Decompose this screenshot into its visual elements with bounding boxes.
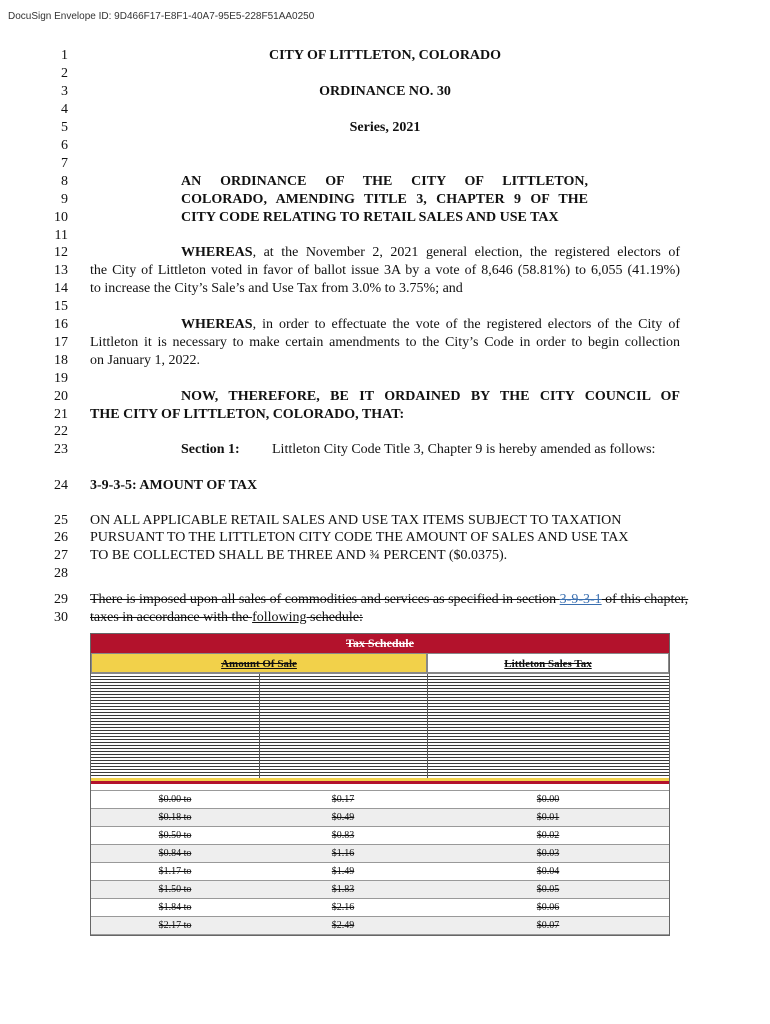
line-number: 25 — [54, 513, 68, 528]
line-number: 17 — [54, 335, 68, 350]
line-number: 26 — [54, 530, 68, 545]
repealed-text-line — [90, 592, 689, 608]
ordained-clause-line: NOW, THEREFORE, BE IT ORDAINED BY THE CITY COUNCIL OF — [181, 389, 680, 404]
line-number: 16 — [54, 317, 68, 332]
repealed-text: schedule: — [306, 610, 363, 625]
line-number: 23 — [54, 442, 68, 457]
whereas-paragraph-line: on January 1, 2022. — [90, 353, 201, 368]
repealed-text: There is imposed upon all sales of commodities and services as specified in section — [90, 592, 560, 607]
line-number: 10 — [54, 210, 68, 225]
line-number: 9 — [61, 192, 68, 207]
line-number: 24 — [54, 478, 68, 493]
section-link[interactable]: 3-9-3-1 — [559, 592, 602, 607]
tax-amount-cell: $0.06 — [536, 902, 560, 913]
line-number: 29 — [54, 592, 68, 607]
table-row — [91, 827, 669, 845]
line-number: 19 — [54, 371, 68, 386]
tax-amount-cell: $0.04 — [536, 866, 560, 877]
line-number: 21 — [54, 407, 68, 422]
sales-tax-header: Littleton Sales Tax — [427, 653, 669, 673]
line-number: 1 — [61, 48, 68, 63]
range-end-cell: $1.83 — [331, 884, 355, 895]
whereas-paragraph-line — [181, 245, 680, 261]
ordinance-title-line: COLORADO, AMENDING TITLE 3, CHAPTER 9 OF THE — [181, 192, 588, 207]
range-start-cell: $0.18 to — [158, 812, 192, 823]
line-number: 20 — [54, 389, 68, 404]
range-start-cell: $1.17 to — [158, 866, 192, 877]
whereas-label: WHEREAS — [181, 245, 253, 260]
tax-amount-cell: $0.03 — [536, 848, 560, 859]
whereas-paragraph-line — [181, 317, 680, 333]
line-number: 28 — [54, 566, 68, 581]
table-row — [91, 863, 669, 881]
line-number: 6 — [61, 138, 68, 153]
tax-schedule-header-row — [91, 653, 669, 673]
ordained-clause-line: THE CITY OF LITTLETON, COLORADO, THAT: — [90, 407, 405, 422]
tax-amount-cell: $0.00 — [536, 794, 560, 805]
separator-gap — [91, 784, 669, 791]
repealed-text-line — [90, 610, 363, 626]
line-number: 18 — [54, 353, 68, 368]
collapsed-rows-region — [91, 673, 669, 778]
repealed-text: taxes in accordance with the — [90, 610, 253, 625]
line-number: 2 — [61, 66, 68, 81]
range-start-cell: $2.17 to — [158, 920, 192, 931]
line-number: 22 — [54, 424, 68, 439]
whereas-text: , in order to effectuate the vote of the registered electors of the City of — [252, 317, 680, 332]
line-number: 13 — [54, 263, 68, 278]
tax-schedule-title: Tax Schedule — [91, 634, 669, 653]
range-end-cell: $1.49 — [331, 866, 355, 877]
tax-amount-cell: $0.07 — [536, 920, 560, 931]
envelope-id: DocuSign Envelope ID: 9D466F17-E8F1-40A7-95E5-228F51AA0250 — [8, 11, 315, 22]
ordinance-number: ORDINANCE NO. 30 — [319, 84, 451, 99]
range-end-cell: $1.16 — [331, 848, 355, 859]
table-row — [91, 881, 669, 899]
whereas-text: , at the November 2, 2021 general election, the registered electors of — [252, 245, 680, 260]
city-heading: CITY OF LITTLETON, COLORADO — [268, 48, 502, 63]
schedule-rows — [91, 791, 669, 935]
range-start-cell: $1.84 to — [158, 902, 192, 913]
repealed-text: of this chapter, — [601, 592, 689, 607]
row-stripes — [91, 674, 669, 778]
table-row — [91, 845, 669, 863]
table-row — [91, 791, 669, 809]
tax-amount-cell: $0.01 — [536, 812, 560, 823]
tax-amount-cell: $0.05 — [536, 884, 560, 895]
range-end-cell: $2.49 — [331, 920, 355, 931]
line-number: 5 — [61, 120, 68, 135]
range-end-cell: $0.17 — [331, 794, 355, 805]
tax-rate-paragraph-line: PURSUANT TO THE LITTLETON CITY CODE THE AMOUNT OF SALES AND USE TAX — [90, 530, 629, 545]
section-text: Littleton City Code Title 3, Chapter 9 is hereby amended as follows: — [272, 442, 656, 457]
table-row — [91, 809, 669, 827]
repealed-text-underlined: following — [252, 610, 307, 625]
range-end-cell: $0.83 — [331, 830, 355, 841]
ordinance-title-line: AN ORDINANCE OF THE CITY OF LITTLETON, — [181, 174, 588, 189]
range-end-cell: $2.16 — [331, 902, 355, 913]
line-number: 14 — [54, 281, 68, 296]
series-year: Series, 2021 — [349, 120, 421, 135]
tax-schedule-table — [90, 633, 670, 936]
line-number: 3 — [61, 84, 68, 99]
whereas-paragraph-line: Littleton it is necessary to make certain amendments to the City’s Code in order to begin collection — [90, 335, 680, 350]
line-number: 27 — [54, 548, 68, 563]
code-section-heading: 3-9-3-5: AMOUNT OF TAX — [90, 478, 258, 493]
line-number: 15 — [54, 299, 68, 314]
line-number: 7 — [61, 156, 68, 171]
tax-amount-cell: $0.02 — [536, 830, 560, 841]
section-label: Section 1: — [181, 442, 240, 457]
range-start-cell: $0.50 to — [158, 830, 192, 841]
range-start-cell: $1.50 to — [158, 884, 192, 895]
line-number: 11 — [54, 228, 68, 243]
whereas-paragraph-line: the City of Littleton voted in favor of ballot issue 3A by a vote of 8,646 (58.81%) to 6,055 (41.19%) — [90, 263, 680, 278]
range-end-cell: $0.49 — [331, 812, 355, 823]
whereas-paragraph-line: to increase the City’s Sale’s and Use Tax from 3.0% to 3.75%; and — [90, 281, 463, 296]
range-start-cell: $0.00 to — [158, 794, 192, 805]
line-number: 30 — [54, 610, 68, 625]
column-divider — [259, 674, 260, 778]
table-row — [91, 917, 669, 935]
tax-rate-paragraph-line: TO BE COLLECTED SHALL BE THREE AND ¾ PERCENT ($0.0375). — [90, 548, 508, 563]
tax-rate-paragraph-line: ON ALL APPLICABLE RETAIL SALES AND USE TAX ITEMS SUBJECT TO TAXATION — [90, 513, 622, 528]
amount-of-sale-header: Amount Of Sale — [91, 653, 427, 673]
whereas-label: WHEREAS — [181, 317, 253, 332]
line-number: 8 — [61, 174, 68, 189]
ordinance-title-line: CITY CODE RELATING TO RETAIL SALES AND USE TAX — [181, 210, 559, 225]
column-divider — [427, 674, 428, 778]
range-start-cell: $0.84 to — [158, 848, 192, 859]
line-number: 4 — [61, 102, 68, 117]
line-number: 12 — [54, 245, 68, 260]
table-row — [91, 899, 669, 917]
